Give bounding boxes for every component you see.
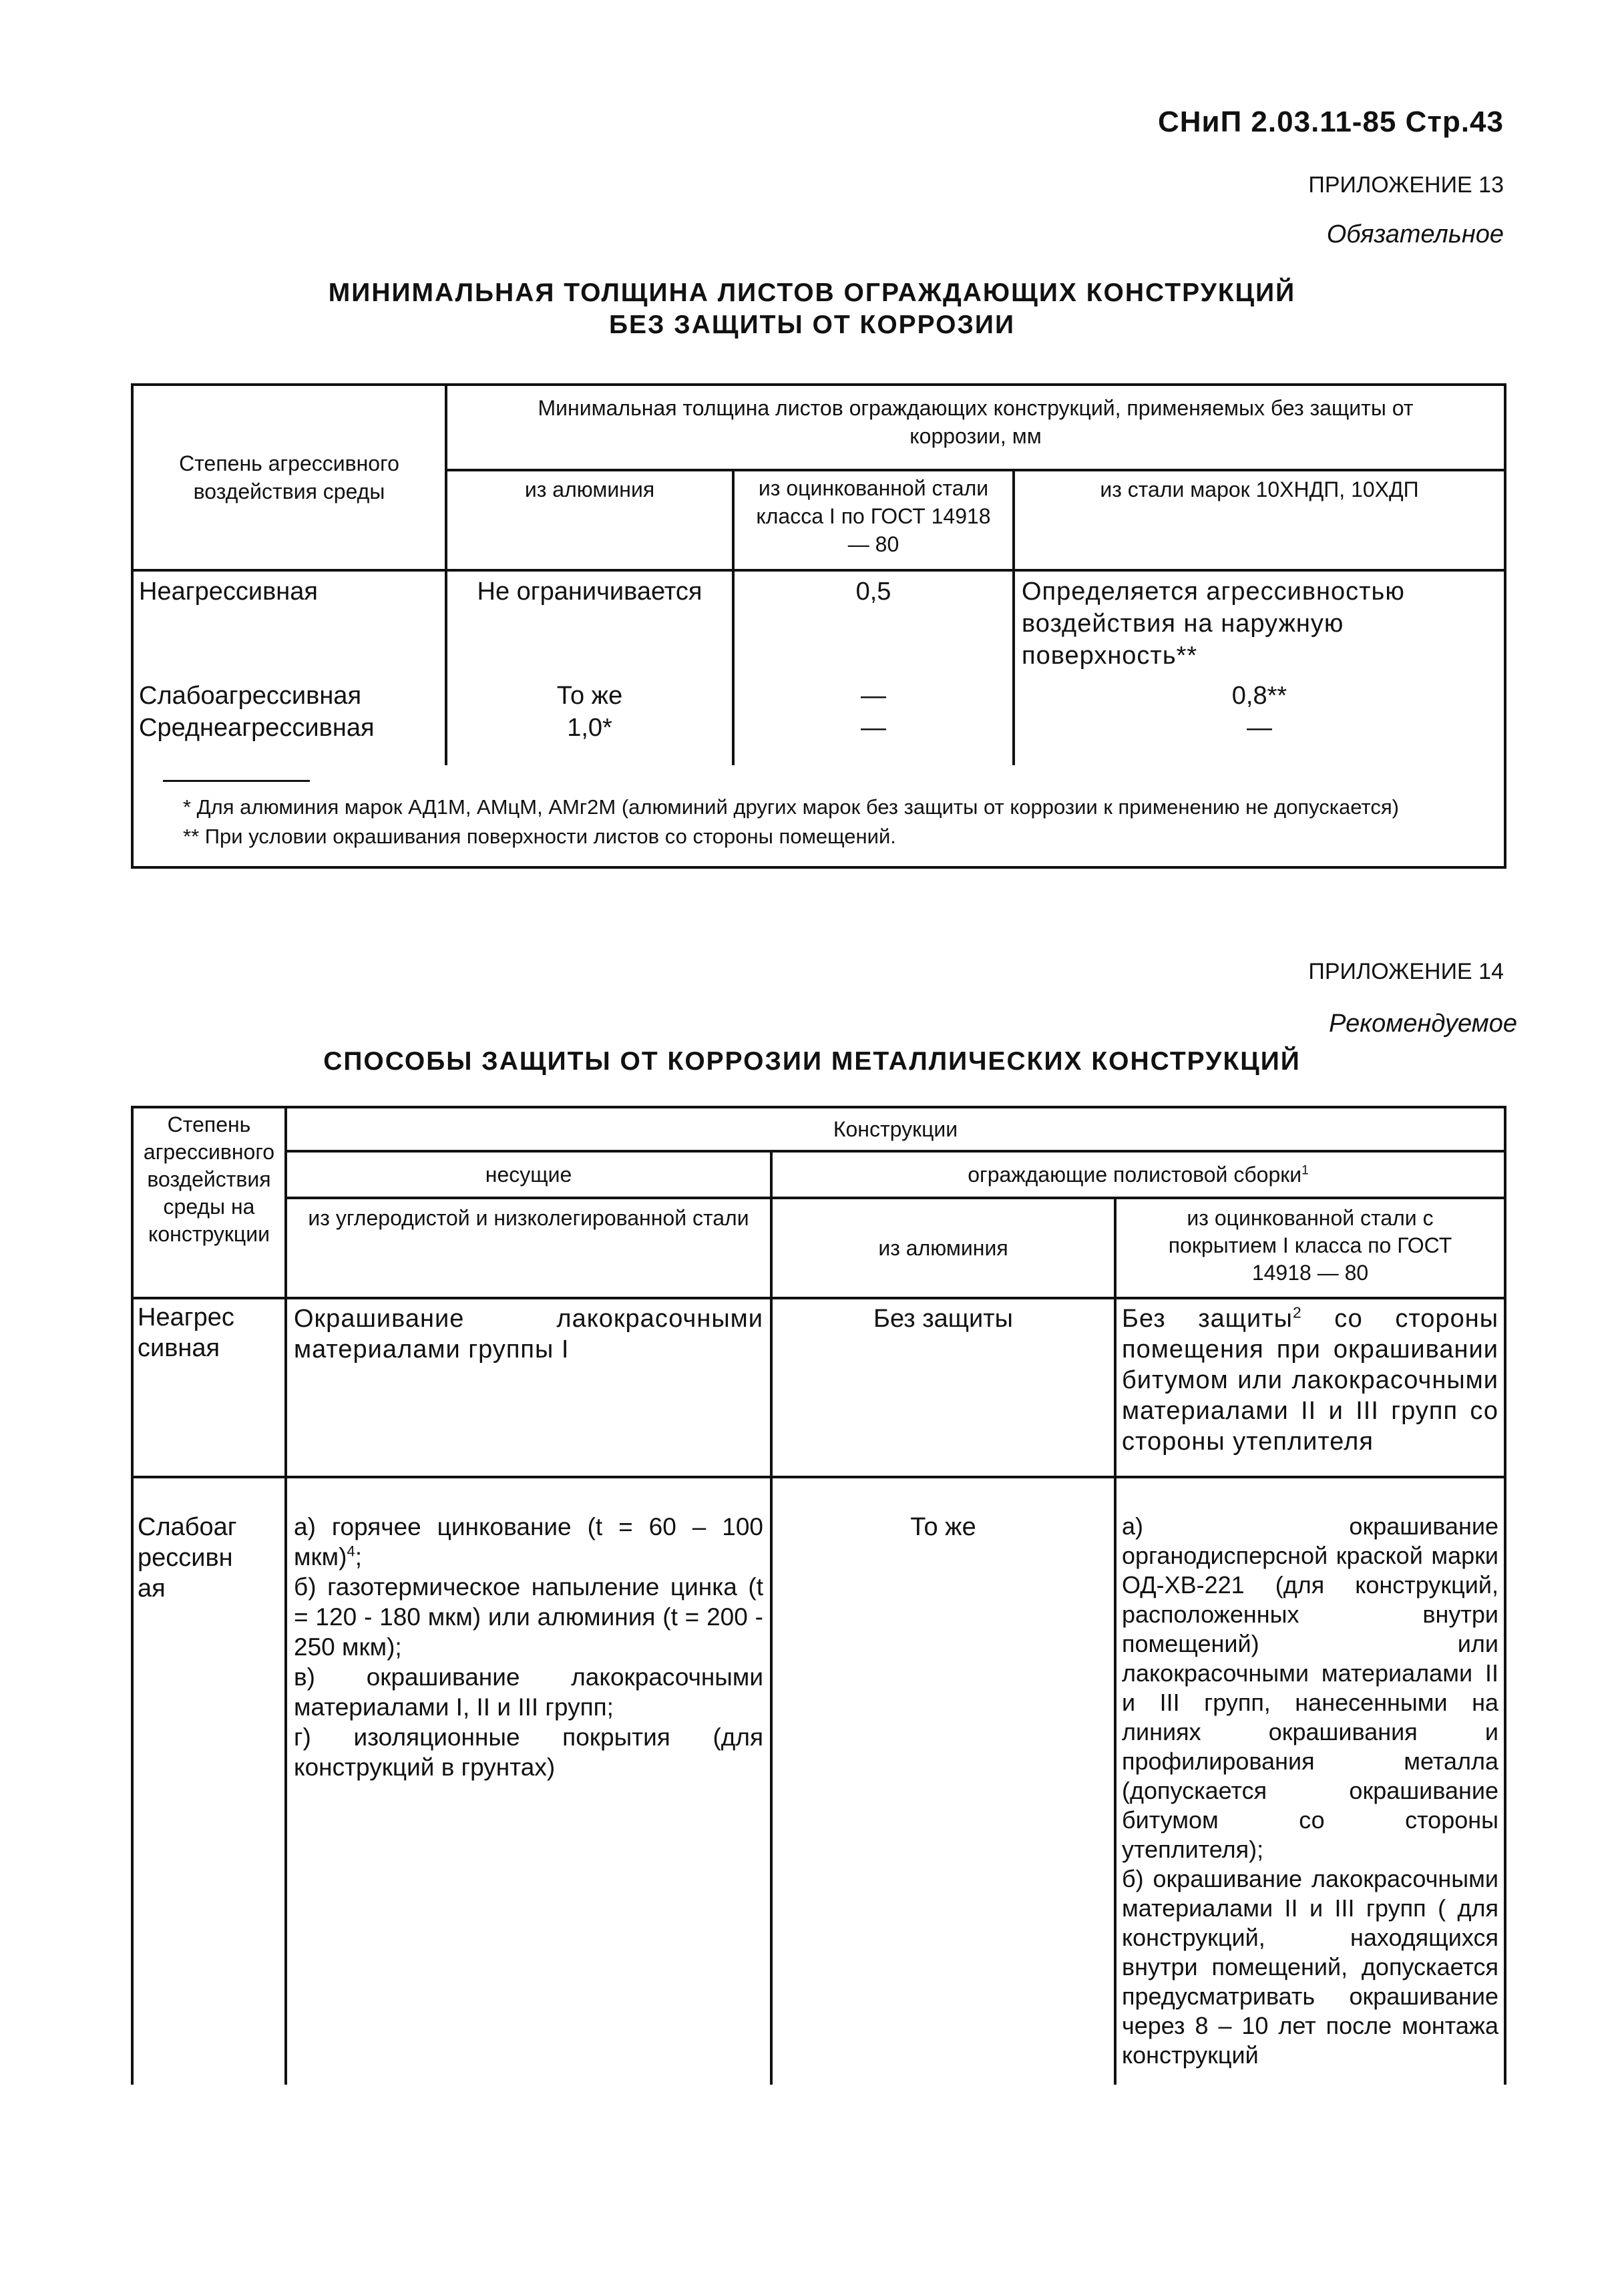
t1-row3-steel: — — [1014, 712, 1505, 765]
appendix13-title — [0, 277, 1624, 341]
t1-row3-aluminium: 1,0* — [446, 712, 733, 765]
t2-row2-galv-a: а) окрашивание органодисперсной краской марки ОД-ХВ-221 (для конструкций, расположенных внутри помещений) или лакокрасочными материалами II и III групп, нанесенными на линиях окрашивания и профилирования металла (допускается окрашивание битумом со стороны утеплителя); — [1122, 1512, 1498, 1863]
appendix13-title-line1: МИНИМАЛЬНАЯ ТОЛЩИНА ЛИСТОВ ОГРАЖДАЮЩИХ КОНСТРУКЦИЙ — [328, 278, 1296, 307]
t1-row2-steel: 0,8** — [1014, 680, 1505, 712]
t2-enclosing-header — [771, 1151, 1505, 1198]
t2-row2-galv-b: б) окрашивание лакокрасочными материалами II и III групп ( для конструкций, находящихся внутри помещений, допускается предусматривать окрашивание через 8 – 10 лет после монтажа конструкций — [1122, 1865, 1498, 2069]
t1-row2-galvanized: — — [733, 680, 1014, 712]
t1-group-header: Минимальная толщина листов ограждающих конструкций, применяемых без защиты от коррозии, мм — [446, 385, 1505, 470]
t1-footnote2: ** При условии окрашивания поверхности листов со стороны помещений. — [183, 825, 896, 848]
appendix14-table — [131, 1106, 1506, 2085]
t1-col0-header: Степень агрессивного воздействия среды — [132, 385, 446, 570]
t2-row2-steel-c: в) окрашивание лакокрасочными материалами I, II и III групп; — [294, 1663, 763, 1721]
t2-col1-header: из углеродистой и низколегированной стали — [286, 1198, 771, 1298]
t1-col2-header: из оцинкованной стали класса I по ГОСТ 14918 — 80 — [733, 470, 1014, 570]
t2-row2-steel-a — [294, 1512, 763, 1572]
appendix13-label: ПРИЛОЖЕНИЕ 13 — [1308, 172, 1504, 198]
t2-row1-galvanized — [1115, 1298, 1505, 1477]
appendix13-title-line2: БЕЗ ЗАЩИТЫ ОТ КОРРОЗИИ — [609, 310, 1015, 339]
t2-col3-header: из оцинкованной стали с покрытием I класса по ГОСТ 14918 — 80 — [1115, 1198, 1505, 1298]
t1-row2-aluminium: То же — [446, 680, 733, 712]
appendix14-title: СПОСОБЫ ЗАЩИТЫ ОТ КОРРОЗИИ МЕТАЛЛИЧЕСКИХ КОНСТРУКЦИЙ — [323, 1047, 1301, 1076]
t2-enclosing-header-text: ограждающие полистовой сборки — [968, 1162, 1302, 1187]
t2-bearing-header: несущие — [286, 1151, 771, 1198]
t2-row2-label — [132, 1477, 286, 2085]
t1-col3-header: из стали марок 10ХНДП, 10ХДП — [1014, 470, 1505, 570]
t2-col2-header: из алюминия — [771, 1198, 1115, 1298]
t1-row1-label: Неагрессивная — [132, 570, 446, 680]
t2-row2-steel — [286, 1477, 771, 2085]
t2-row1-label — [132, 1298, 286, 1477]
t2-row2-footnote-ref: 4 — [347, 1542, 355, 1560]
t1-row1-galvanized: 0,5 — [733, 570, 1014, 680]
t2-row2-steel-b: б) газотермическое напыление цинка (t = 120 - 180 мкм) или алюминия (t = 200 - 250 мкм); — [294, 1573, 763, 1661]
t2-row1-galv-text-b: со стороны помещения при окрашивании битумом или лакокрасочными материалами II и III групп со стороны утеплителя — [1122, 1305, 1499, 1456]
t1-row1-steel: Определяется агрессивностью воздействия на наружную поверхность** — [1014, 570, 1505, 680]
t2-row2-steel-a-text: а) горячее цинкование (t = 60 – 100 мкм) — [294, 1513, 763, 1571]
t1-row1-aluminium: Не ограничивается — [446, 570, 733, 680]
t2-row1-galv-text-a: Без защиты — [1122, 1305, 1293, 1333]
t1-row3-label: Среднеагрессивная — [132, 712, 446, 765]
t1-row3-galvanized: — — [733, 712, 1014, 765]
t2-row2-galvanized — [1115, 1477, 1505, 2085]
footnote-separator — [163, 780, 310, 782]
appendix13-table — [131, 383, 1506, 869]
t2-row2-steel-a-end: ; — [355, 1543, 363, 1571]
appendix13-status: Обязательное — [1326, 220, 1504, 248]
t2-col0-header: Степень агрессивного воздействия среды на конструкции — [132, 1107, 286, 1298]
appendix14-status: Рекомендуемое — [1329, 1010, 1517, 1038]
t1-footnotes — [132, 765, 1505, 867]
appendix14-label: ПРИЛОЖЕНИЕ 14 — [1308, 959, 1504, 984]
t2-row2-aluminium: То же — [771, 1477, 1115, 2085]
t2-enclosing-footnote-ref: 1 — [1301, 1163, 1309, 1177]
t2-group-header: Конструкции — [286, 1107, 1505, 1151]
t2-row1-footnote-ref: 2 — [1292, 1303, 1302, 1321]
t2-row1-label-text: Неагрессивная — [138, 1303, 234, 1362]
page-header-code: СНиП 2.03.11-85 Стр.43 — [1157, 106, 1504, 138]
t1-row2-label: Слабоагрессивная — [132, 680, 446, 712]
t1-footnote1: * Для алюминия марок АД1М, АМцМ, АМг2М (алюминий других марок без защиты от коррозии к применению не допускается) — [183, 795, 1399, 819]
t2-row2-steel-d: г) изоляционные покрытия (для конструкций в грунтах) — [294, 1723, 763, 1781]
t2-row1-aluminium: Без защиты — [771, 1298, 1115, 1477]
t1-col1-header: из алюминия — [446, 470, 733, 570]
t2-row2-label-text: Слабоагрессивная — [138, 1513, 237, 1603]
t2-row1-steel: Окрашивание лакокрасочными материалами группы I — [286, 1298, 771, 1477]
